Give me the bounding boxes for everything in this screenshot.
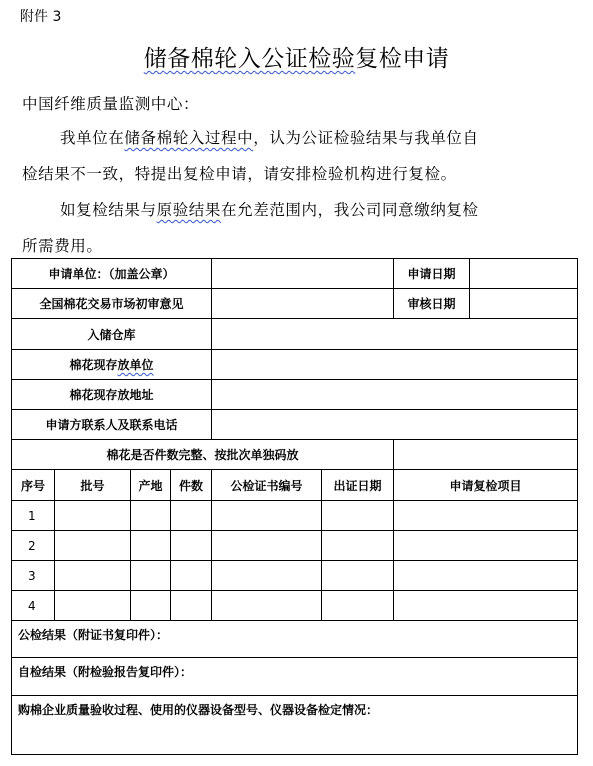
apply-date-value[interactable] (470, 259, 578, 289)
row-index: 4 (12, 591, 55, 621)
cell-quantity[interactable] (171, 591, 212, 621)
paragraph-1-line-1 (60, 126, 479, 148)
self-result-field[interactable]: 自检结果（附检验报告复印件）： (12, 658, 578, 696)
cell-batch-no[interactable] (55, 531, 131, 561)
cell-cert-no[interactable] (212, 531, 322, 561)
row-batch-check (12, 440, 578, 470)
batch-check-label: 棉花是否件数完整、按批次单独码放 (12, 440, 394, 470)
paragraph-2-line-2: 所需费用。 (22, 237, 103, 255)
row-storage-address (12, 380, 578, 410)
cell-batch-no[interactable] (55, 561, 131, 591)
review-date-label: 审核日期 (394, 289, 470, 319)
cell-quantity[interactable] (171, 531, 212, 561)
storage-address-value[interactable] (212, 380, 578, 410)
row-storage-unit (12, 350, 578, 380)
table-row (12, 501, 578, 531)
row-acceptance-process (12, 696, 578, 755)
storage-unit-suffix: 放单位 (117, 358, 154, 372)
row-index: 3 (12, 561, 55, 591)
col-header-cert-no: 公检证书编号 (212, 470, 322, 501)
storage-unit-value[interactable] (212, 350, 578, 380)
cell-issue-date[interactable] (322, 591, 394, 621)
cell-cert-no[interactable] (212, 501, 322, 531)
cell-origin[interactable] (131, 561, 171, 591)
col-header-origin: 产地 (131, 470, 171, 501)
cell-issue-date[interactable] (322, 561, 394, 591)
cell-recheck-items[interactable] (394, 501, 578, 531)
contact-value[interactable] (212, 410, 578, 440)
cell-issue-date[interactable] (322, 501, 394, 531)
p2-underlined: 原验结果 (156, 201, 222, 219)
storage-unit-prefix: 棉花现存 (69, 358, 118, 372)
paragraph-1-line-2: 检结果不一致，特提出复检申请，请安排检验机构进行复检。 (22, 165, 457, 183)
row-exchange-opinion (12, 289, 578, 319)
apply-date-label: 申请日期 (394, 259, 470, 289)
cell-batch-no[interactable] (55, 501, 131, 531)
p1-underlined: 储备棉轮入过程中 (124, 129, 254, 147)
cell-origin[interactable] (131, 591, 171, 621)
col-header-index: 序号 (12, 470, 55, 501)
p1-text-c: ，认为公证检验结果与我单位自 (253, 129, 479, 147)
column-header-row (12, 470, 578, 501)
row-applicant (12, 259, 578, 289)
title-suffix: 复检申请 (355, 46, 450, 72)
cell-origin[interactable] (131, 501, 171, 531)
page-title (0, 40, 593, 73)
paragraph-2-line-1 (60, 198, 479, 220)
cell-cert-no[interactable] (212, 591, 322, 621)
warehouse-label: 入储仓库 (12, 319, 212, 350)
exchange-opinion-value[interactable] (212, 289, 394, 319)
p1-text-a: 我单位在 (60, 129, 125, 147)
cell-recheck-items[interactable] (394, 591, 578, 621)
row-contact (12, 410, 578, 440)
cell-batch-no[interactable] (55, 591, 131, 621)
addressee: 中国纤维质量监测中心： (22, 95, 200, 113)
storage-address-label: 棉花现存放地址 (12, 380, 212, 410)
col-header-issue-date: 出证日期 (322, 470, 394, 501)
exchange-opinion-label: 全国棉花交易市场初审意见 (12, 289, 212, 319)
review-date-value[interactable] (470, 289, 578, 319)
row-index: 1 (12, 501, 55, 531)
cell-issue-date[interactable] (322, 531, 394, 561)
attachment-number: 附件 3 (20, 9, 62, 25)
cell-quantity[interactable] (171, 501, 212, 531)
acceptance-process-field[interactable]: 购棉企业质量验收过程、使用的仪器设备型号、仪器设备检定情况： (12, 696, 578, 755)
contact-label: 申请方联系人及联系电话 (12, 410, 212, 440)
warehouse-value[interactable] (212, 319, 578, 350)
storage-unit-label (12, 350, 212, 380)
cell-recheck-items[interactable] (394, 531, 578, 561)
batch-check-value[interactable] (394, 440, 578, 470)
cell-origin[interactable] (131, 531, 171, 561)
row-warehouse (12, 319, 578, 350)
cell-recheck-items[interactable] (394, 561, 578, 591)
applicant-label: 申请单位：（加盖公章） (12, 259, 212, 289)
title-underlined-part: 储备棉轮入公证检验 (143, 46, 356, 72)
col-header-batch-no: 批号 (55, 470, 131, 501)
application-form-table (11, 258, 578, 755)
row-index: 2 (12, 531, 55, 561)
applicant-value[interactable] (212, 259, 394, 289)
cell-cert-no[interactable] (212, 561, 322, 591)
col-header-quantity: 件数 (171, 470, 212, 501)
p2-text-a: 如复检结果与 (60, 201, 157, 219)
table-row (12, 561, 578, 591)
row-self-result (12, 658, 578, 696)
p2-text-c: 在允差范围内，我公司同意缴纳复检 (221, 201, 479, 219)
table-row (12, 591, 578, 621)
cell-quantity[interactable] (171, 561, 212, 591)
col-header-recheck-items: 申请复检项目 (394, 470, 578, 501)
official-result-field[interactable]: 公检结果（附证书复印件）： (12, 621, 578, 658)
row-official-result (12, 621, 578, 658)
table-row (12, 531, 578, 561)
